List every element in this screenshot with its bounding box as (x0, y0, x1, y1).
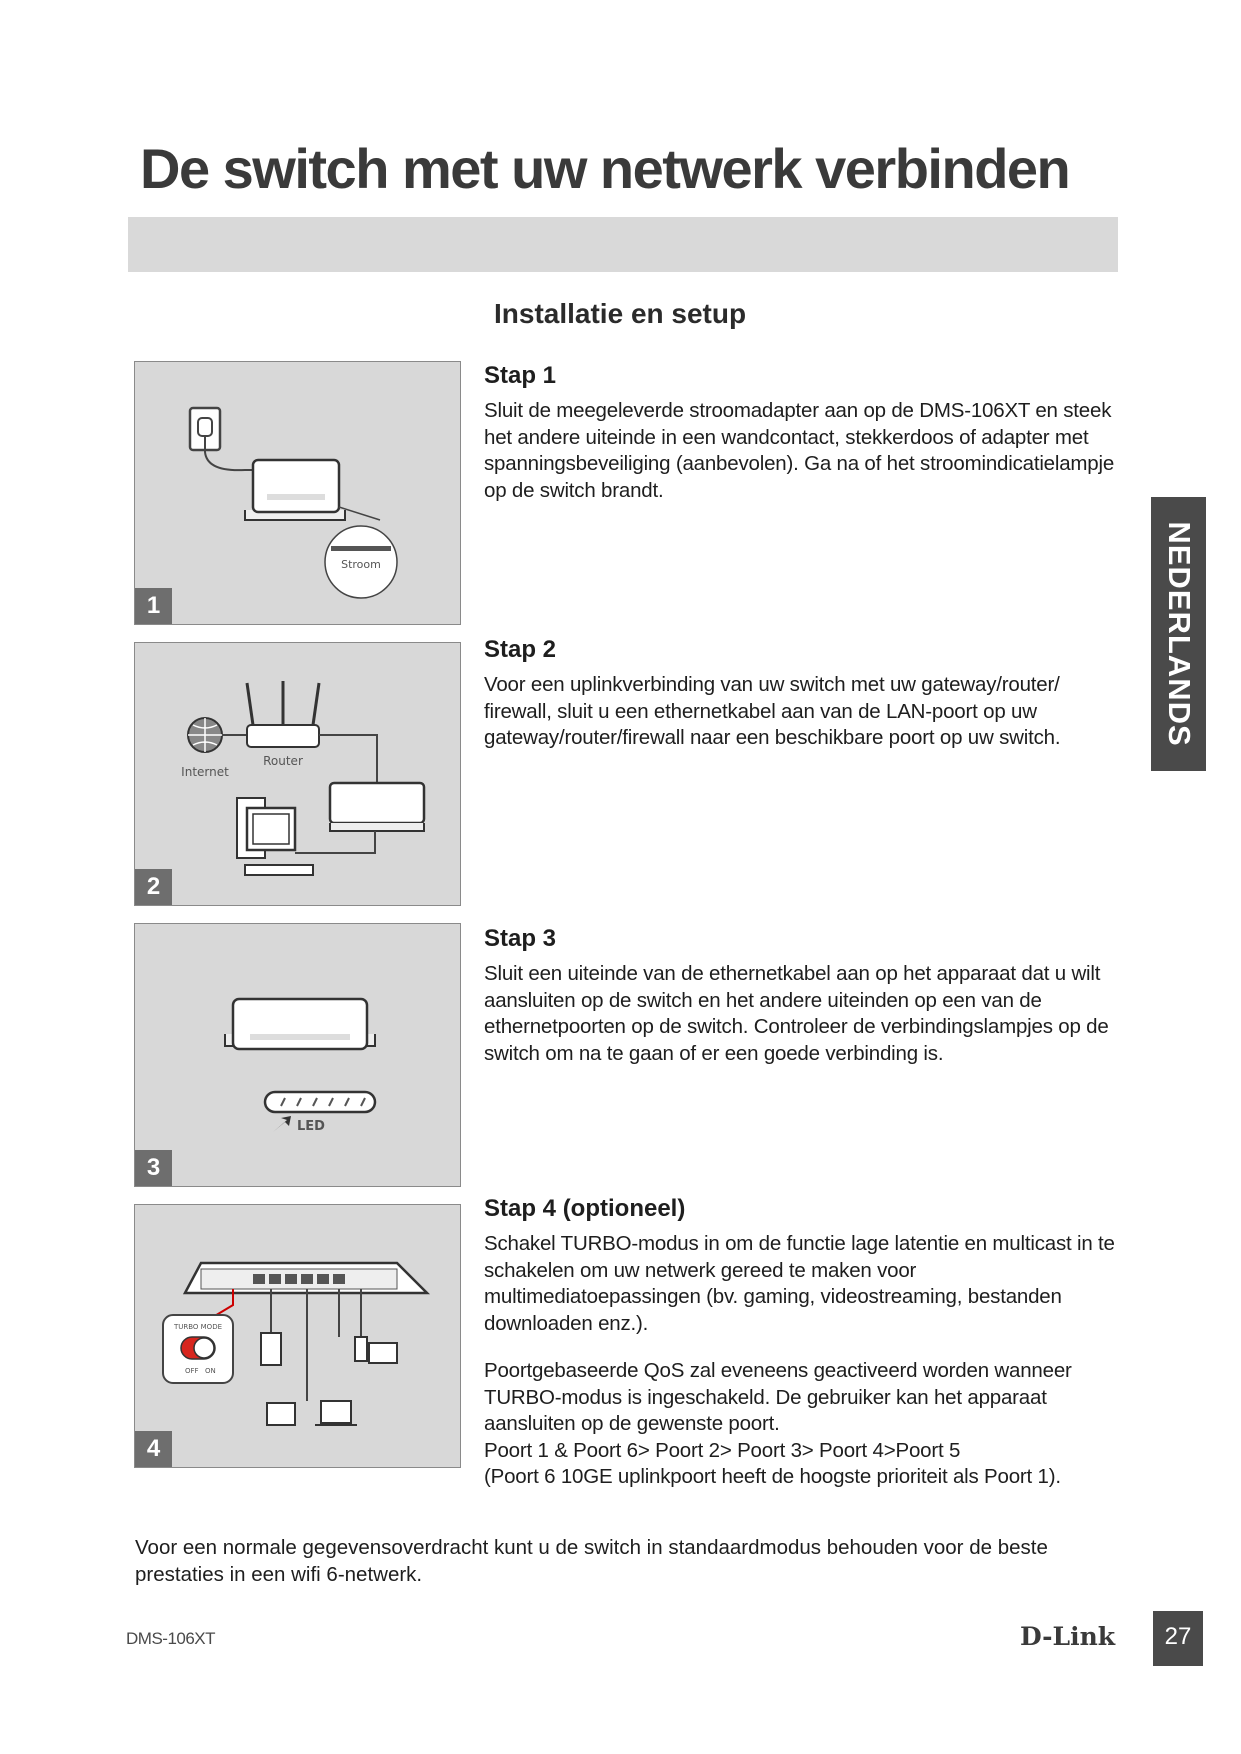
step-paragraph: Schakel TURBO-modus in om de functie lage latentie en multicast in te schakelen om uw netwerk gereed te maken voor multimediatoepassingen (bv. gaming, videostreaming, bestanden downloaden enz.). (484, 1232, 1115, 1335)
step-paragraph: Sluit een uiteinde van de ethernetkabel aan op het apparaat dat u wilt aansluiten op de switch en het andere uiteinden op een van de ethernetpoorten op de switch. Controleer de verbindingslampjes op de switch om na te gaan of er een goede verbinding is. (484, 962, 1109, 1065)
led-label: LED (297, 1119, 325, 1134)
power-label: Stroom (341, 558, 381, 571)
section-subtitle: Installatie en setup (494, 298, 747, 329)
step-number-badge: 3 (135, 1150, 172, 1186)
language-tab (1151, 497, 1206, 771)
turbo-mode-illustration (135, 1205, 461, 1468)
step-number-badge: 1 (135, 588, 172, 624)
step-number-badge: 2 (135, 869, 172, 905)
router-label: Router (263, 754, 303, 768)
language-tab-label: NEDERLANDS (1161, 521, 1197, 747)
step-paragraph: Voor een uplinkverbinding van uw switch met uw gateway/router/ firewall, sluit u een ethernetkabel aan van de LAN-poort op uw gateway/router/firewall naar een beschikbare poort op uw switch. (484, 673, 1061, 749)
step-4-illustration (134, 1204, 461, 1468)
step-1-illustration (134, 361, 461, 625)
internet-label: Internet (181, 765, 229, 779)
step-3-illustration (134, 923, 461, 1187)
step-1-text (484, 362, 1124, 504)
step-number-badge: 4 (135, 1431, 172, 1467)
step-heading: Stap 4 (optioneel) (484, 1195, 686, 1222)
step-2-text (484, 636, 1124, 752)
step-heading: Stap 2 (484, 636, 557, 663)
network-topology-illustration (135, 643, 461, 906)
header-band (128, 217, 1118, 272)
power-connection-illustration (135, 362, 461, 625)
page-title: De switch met uw netwerk verbinden (140, 137, 1070, 200)
turbo-on-label: ON (205, 1367, 216, 1375)
step-paragraph: Poort 1 & Poort 6> Poort 2> Poort 3> Poort 4>Poort 5 (484, 1438, 961, 1462)
footnote: Voor een normale gegevensoverdracht kunt u de switch in standaardmodus behouden voor de beste prestaties in een wifi 6-netwerk. (135, 1536, 1048, 1586)
step-paragraph: Sluit de meegeleverde stroomadapter aan op de DMS-106XT en steek het andere uiteinde in een wandcontact, stekkerdoos of adapter met spanningsbeveiliging (aanbevolen). Ga na of het stroomindicatielampje op de switch brandt. (484, 399, 1115, 502)
brand-logo: D-Link (1020, 1622, 1116, 1651)
turbo-off-label: OFF (185, 1367, 199, 1375)
footer-model: DMS-106XT (126, 1629, 216, 1648)
step-3-text (484, 925, 1124, 1067)
step-paragraph: (Poort 6 10GE uplinkpoort heeft de hoogste prioriteit als Poort 1). (484, 1465, 1061, 1488)
step-heading: Stap 1 (484, 362, 557, 389)
step-2-illustration (134, 642, 461, 906)
step-paragraph: Poortgebaseerde QoS zal eveneens geactiveerd worden wanneer TURBO-modus is ingeschakeld. De gebruiker kan het apparaat aansluiten op de gewenste poort. (484, 1359, 1072, 1435)
switch-led-illustration (135, 924, 461, 1187)
turbo-mode-label: TURBO MODE (173, 1323, 223, 1331)
page-number: 27 (1153, 1611, 1203, 1666)
step-4-text (484, 1195, 1124, 1491)
step-heading: Stap 3 (484, 925, 557, 952)
